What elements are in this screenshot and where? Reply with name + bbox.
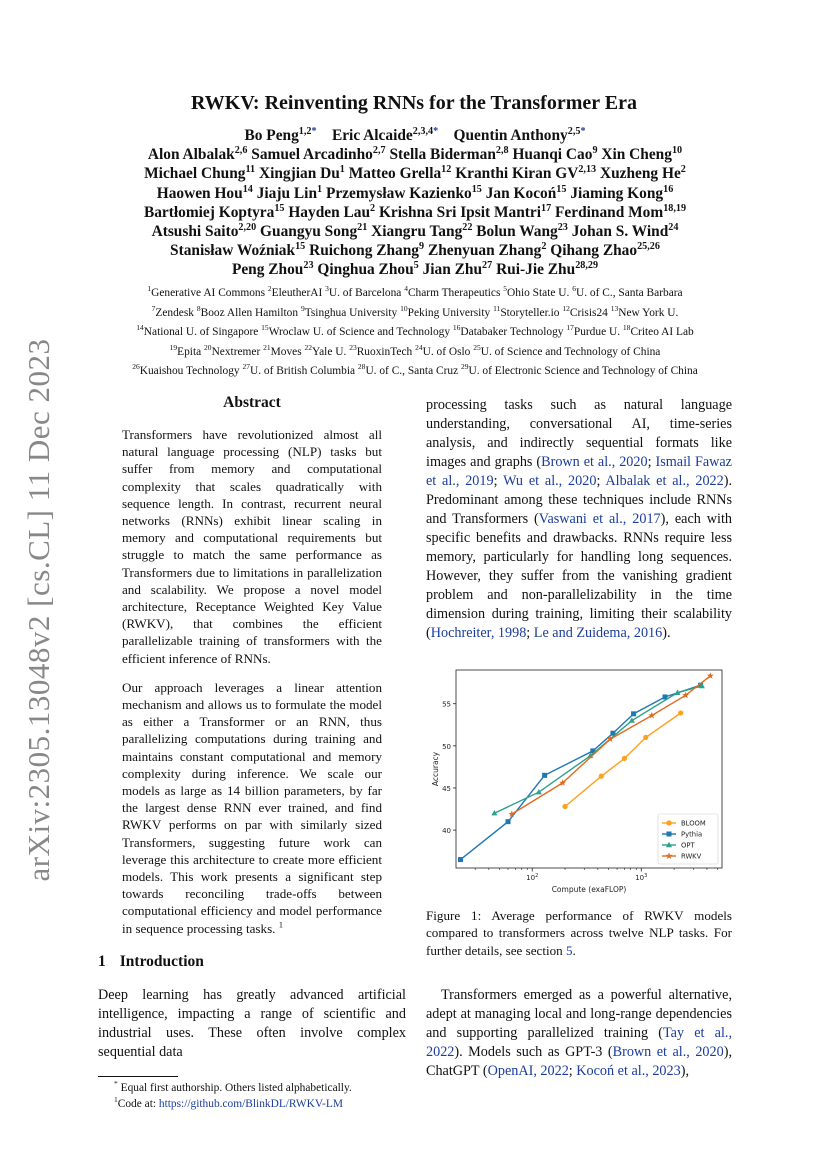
author-name: Ruichong Zhang (309, 242, 420, 260)
author-affiliation-mark: 24 (668, 221, 679, 233)
affiliation-number: 4 (404, 284, 408, 294)
author-list (90, 126, 740, 280)
intro-paragraph: Deep learning has greatly advanced artificial intelligence, impacting a range of scientific and industrial uses. These often involve complex sequential data (98, 986, 406, 1060)
legend-label: BLOOM (681, 819, 706, 828)
author-name: Atsushi Saito (151, 223, 239, 241)
author-name: Bolun Wang (476, 223, 558, 241)
author-name: Stella Biderman (389, 146, 496, 164)
footnote-2 (114, 1094, 406, 1113)
author-name: Bartłomiej Koptyra (143, 203, 275, 221)
series-line-rwkv (512, 676, 711, 814)
equal-contribution-mark: * (433, 125, 439, 137)
author-name: Qihang Zhao (550, 242, 638, 260)
author-name: Guangyu Song (260, 223, 358, 241)
text-span: ), ChatGPT ( (426, 1044, 732, 1079)
text-span: ; (526, 625, 534, 641)
affiliation-line (90, 362, 740, 382)
author-line (90, 184, 740, 203)
affiliation-line (90, 343, 740, 363)
author-affiliation-mark: 1,2 (298, 125, 312, 137)
citation-link[interactable]: Brown et al., 2020 (541, 454, 648, 470)
author-affiliation-mark: 10 (671, 145, 683, 157)
author-name: Stanisław Woźniak (170, 242, 296, 260)
y-tick-label: 40 (442, 827, 451, 836)
y-tick-label: 55 (442, 700, 451, 709)
legend-label: RWKV (681, 852, 702, 861)
affiliation-name: Moves (270, 345, 302, 358)
legend-label: Pythia (681, 830, 703, 839)
affiliation-number: 1 (147, 284, 152, 294)
affiliation-name: Kuaishou Technology (139, 365, 240, 378)
equal-contribution-mark: * (580, 125, 586, 137)
affiliation-number: 19 (169, 342, 178, 352)
text-span: Transformers emerged as a powerful alternative, adept at managing local and long-range dependencies and supporting parallelized training ( (426, 987, 732, 1041)
affiliation-number: 22 (304, 342, 313, 352)
caption-end: . (572, 942, 576, 958)
author-affiliation-mark: 1 (317, 183, 323, 195)
author-affiliation-mark: 2,6 (234, 145, 248, 157)
affiliation-name: Nextremer (211, 345, 261, 358)
affiliation-name: U. of Oslo (422, 345, 471, 358)
data-point-bloom (643, 735, 648, 740)
text-span: ; (493, 473, 504, 489)
affiliation-name: U. of Science and Technology of China (480, 345, 661, 358)
left-column (98, 394, 406, 1112)
author-name: Przemysław Kazienko (325, 184, 472, 202)
affiliation-number: 15 (261, 323, 269, 333)
author-affiliation-mark: 2 (541, 241, 547, 253)
affiliation-name: Criteo AI Lab (630, 326, 694, 339)
affiliation-name: Purdue U. (573, 326, 621, 339)
author-affiliation-mark: 2,13 (578, 164, 597, 176)
affiliation-number: 9 (300, 303, 305, 313)
affiliation-number: 18 (622, 323, 631, 333)
abstract-paragraph-1: Transformers have revolutionized almost all natural language processing (NLP) tasks but suffer from memory and computational complexity that scales quadratically with sequence length. In contrast, recurrent neural networks (RNNs) exhibit linear scaling in memory and computational requirements but struggle to match the same performance as Transformers due to limitations in parallelization and scalability. We propose a novel model architecture, Receptance Weighted Key Value (RWKV), that combines the efficient parallelizable training of transformers with the efficient inference of RNNs. (122, 427, 382, 666)
author-name: Peng Zhou (231, 261, 304, 279)
affiliation-name: U. of C., Santa Cruz (365, 365, 459, 378)
footnote-divider (98, 1076, 178, 1077)
affiliation-name: Tsinghua University (304, 306, 398, 319)
equal-contribution-mark: * (311, 125, 317, 137)
footnote-marker: 1 (278, 919, 284, 930)
affiliation-number: 26 (132, 362, 140, 372)
data-point-bloom (562, 804, 567, 809)
author-affiliation-mark: 15 (556, 183, 567, 195)
arxiv-stamp-text: arXiv:2305.13048v2 [cs.CL] 11 Dec 2023 (21, 338, 56, 882)
author-affiliation-mark: 21 (357, 221, 368, 233)
legend-swatch-marker (666, 820, 671, 825)
author-affiliation-mark: 2,5 (567, 125, 581, 137)
abstract-paragraph-2-text: Our approach leverages a linear attention mechanism and allows us to formulate the model as either a Transformer or an RNN, thus parallelizing computations during training and maintains constant computational and memory complexity during inference. We scale our models as large as 14 billion parameters, by far the largest dense RNN ever trained, and find RWKV performs on par with similarly sized Transformers, suggesting future work can leverage this architecture to create more efficient models. This work presents a significant step towards reconciling trade-offs between computational efficiency and model performance in sequence processing tasks. (122, 679, 382, 936)
affiliation-name: National U. of Singapore (143, 326, 259, 339)
affiliation-number: 25 (473, 342, 481, 352)
author-affiliation-mark: 5 (413, 260, 419, 272)
author-name: Jiaming Kong (570, 184, 664, 202)
affiliation-number: 14 (136, 323, 144, 333)
footnote-1-mark: * (114, 1079, 118, 1089)
text-span: ), each with specific benefits and drawbacks. RNNs require less memory, particularly for handling long sequences. However, they suffer from the vanishing gradient problem and non-parallelizability in the time dimension during training, limiting their scalability ( (426, 511, 733, 641)
author-affiliation-mark: 23 (303, 260, 314, 272)
citation-link[interactable]: Wu et al., 2020 (503, 473, 597, 489)
affiliation-line (90, 284, 740, 304)
affiliation-name: Booz Allen Hamilton (200, 306, 299, 319)
affiliation-name: New York U. (618, 306, 679, 319)
author-affiliation-mark: 2 (680, 164, 686, 176)
affiliation-name: Ohio State U. (507, 287, 570, 299)
citation-link[interactable]: Brown et al., 2020 (612, 1044, 724, 1060)
y-tick-label: 50 (442, 742, 451, 751)
affiliation-number: 2 (267, 284, 272, 294)
affiliation-line (90, 323, 740, 343)
author-name: Matteo Grella (348, 165, 442, 183)
author-affiliation-mark: 2 (370, 202, 376, 214)
author-line (90, 145, 740, 164)
author-line (90, 241, 740, 260)
affiliation-number: 11 (493, 303, 501, 313)
author-affiliation-mark: 12 (441, 164, 452, 176)
author-affiliation-mark: 2,8 (495, 145, 509, 157)
author-affiliation-mark: 2,7 (372, 145, 386, 157)
author-name: Alon Albalak (147, 146, 235, 164)
affiliation-name: Storyteller.io (500, 306, 560, 319)
data-point-opt (536, 789, 542, 794)
author-line (90, 260, 740, 279)
author-affiliation-mark: 2,3,4 (412, 125, 434, 137)
citation-link[interactable]: Le and Zuidema, 2016 (533, 625, 663, 641)
y-tick-label: 45 (442, 784, 451, 793)
affiliation-number: 20 (204, 342, 212, 352)
author-name: Kranthi Kiran GV (455, 165, 579, 183)
citation-link[interactable]: Ismail Fawaz et al., 2019 (426, 454, 732, 489)
author-name: Jiaju Lin (256, 184, 318, 202)
author-name: Jian Zhu (422, 261, 483, 279)
caption-text: Average performance of RWKV models compared to transformers across twelve NLP tasks. For further details, see section (426, 908, 732, 958)
section-number: 1 (98, 952, 106, 970)
abstract-heading: Abstract (223, 394, 281, 411)
affiliation-name: RuoxinTech (356, 345, 413, 358)
author-line (90, 126, 740, 145)
affiliation-number: 3 (325, 284, 329, 294)
author-affiliation-mark: 15 (295, 241, 306, 253)
arxiv-stamp (14, 338, 64, 882)
author-affiliation-mark: 9 (592, 145, 598, 157)
author-affiliation-mark: 9 (419, 241, 425, 253)
author-line (90, 164, 740, 183)
citation-link[interactable]: Albalak et al., 2022 (605, 473, 724, 489)
author-name: Johan S. Wind (571, 223, 669, 241)
figure-1-chart (428, 664, 732, 894)
paper-title: RWKV: Reinventing RNNs for the Transformer Era (191, 92, 637, 114)
author-name: Xuzheng He (599, 165, 681, 183)
author-affiliation-mark: 17 (541, 202, 552, 214)
footnote-1 (114, 1081, 406, 1097)
author-name: Xin Cheng (601, 146, 672, 164)
author-name: Krishna Sri Ipsit Mantri (378, 203, 541, 221)
affiliation-number: 17 (566, 323, 574, 333)
author-affiliation-mark: 15 (471, 183, 482, 195)
affiliation-name: Yale U. (312, 345, 347, 358)
author-name: Hayden Lau (288, 203, 371, 221)
affiliation-name: U. of British Columbia (250, 365, 356, 378)
author-affiliation-mark: 28,29 (575, 260, 599, 272)
citation-link[interactable]: OpenAI, 2022 (487, 1063, 569, 1079)
text-span: ). Predominant among these techniques include RNNs and Transformers ( (426, 473, 733, 527)
data-point-pythia (631, 711, 636, 716)
author-name: Zhenyuan Zhang (427, 242, 542, 260)
legend-label: OPT (681, 841, 695, 850)
affiliation-number: 7 (151, 303, 156, 313)
author-name: Ferdinand Mom (555, 203, 664, 221)
data-point-pythia (542, 773, 547, 778)
abstract-paragraph-2 (122, 679, 382, 937)
affiliation-name: U. of C., Santa Barbara (576, 287, 683, 299)
author-affiliation-mark: 15 (274, 202, 285, 214)
author-affiliation-mark: 23 (557, 221, 568, 233)
affiliation-name: Epita (177, 345, 202, 358)
citation-link[interactable]: Vaswani et al., 2017 (538, 511, 661, 527)
author-affiliation-mark: 18,19 (663, 202, 687, 214)
affiliation-number: 6 (572, 284, 576, 294)
author-line (90, 203, 740, 222)
code-link[interactable]: https://github.com/BlinkDL/RWKV-LM (158, 1097, 343, 1110)
legend-swatch-marker (667, 832, 672, 837)
author-name: Jan Kocoń (485, 184, 557, 202)
affiliation-number: 8 (196, 303, 201, 313)
author-affiliation-mark: 1 (339, 164, 345, 176)
author-name: Huanqi Cao (512, 146, 593, 164)
author-affiliation-mark: 27 (482, 260, 493, 272)
affiliation-number: 21 (263, 342, 271, 352)
data-point-bloom (622, 756, 627, 761)
affiliation-name: Generative AI Commons (151, 287, 266, 299)
data-point-bloom (678, 710, 683, 715)
text-span: processing tasks such as natural language understanding, conversational AI, time-series analysis, and indirectly sequential formats like images and graphs ( (426, 397, 732, 470)
author-affiliation-mark: 11 (245, 164, 256, 176)
x-axis-label: Compute (exaFLOP) (551, 885, 627, 894)
author-name: Rui-Jie Zhu (496, 261, 576, 279)
affiliation-name: Databaker Technology (460, 326, 564, 339)
affiliation-number: 13 (610, 303, 619, 313)
affiliation-name: Wroclaw U. of Science and Technology (268, 326, 451, 339)
affiliation-number: 16 (452, 323, 461, 333)
affiliation-number: 5 (503, 284, 508, 294)
author-name: Quentin Anthony (453, 127, 568, 144)
section-ref-link[interactable]: 5 (565, 942, 573, 958)
affiliation-number: 24 (415, 342, 423, 352)
right-column (426, 396, 732, 643)
affiliation-number: 29 (461, 362, 469, 372)
affiliation-number: 28 (357, 362, 366, 372)
author-name: Xingjian Du (258, 165, 340, 183)
x-tick-label: $10^2$ (526, 873, 539, 882)
affiliation-number: 10 (400, 303, 408, 313)
y-axis-label: Accuracy (431, 751, 440, 787)
affiliation-name: Charm Therapeutics (407, 287, 501, 299)
data-point-pythia (506, 819, 511, 824)
figure-1-caption (426, 907, 732, 959)
author-affiliation-mark: 2,20 (238, 221, 257, 233)
citation-link[interactable]: Tay et al., 2022 (426, 1025, 732, 1060)
text-span: ). Models such as GPT-3 ( (454, 1044, 613, 1060)
author-affiliation-mark: 25,26 (637, 241, 660, 253)
right-paragraph-1 (426, 396, 732, 643)
author-name: Haowen Hou (156, 184, 243, 202)
caption-label: Figure 1: (426, 908, 492, 923)
footnotes (114, 1081, 406, 1113)
author-name: Michael Chung (144, 165, 246, 183)
affiliation-name: U. of Electronic Science and Technology of China (468, 365, 698, 378)
author-name: Samuel Arcadinho (251, 146, 373, 164)
section-title: Introduction (119, 952, 204, 970)
footnote-2-mark: 1 (114, 1094, 118, 1104)
footnote-1-text: Equal first authorship. Others listed alphabetically. (120, 1081, 352, 1094)
affiliation-line (90, 304, 740, 324)
author-name: Qinghua Zhou (317, 261, 414, 279)
text-span: ; (596, 473, 606, 489)
affiliation-name: Peking University (407, 306, 491, 319)
author-name: Eric Alcaide (331, 127, 413, 144)
section-heading-introduction (98, 953, 406, 971)
author-affiliation-mark: 22 (462, 221, 473, 233)
author-affiliation-mark: 14 (242, 183, 253, 195)
affiliation-name: EleutherAI (271, 287, 323, 299)
x-tick-label: $10^3$ (635, 873, 648, 882)
right-paragraph-2 (426, 986, 732, 1081)
affiliation-name: Crisis24 (569, 306, 608, 319)
affiliation-number: 23 (349, 342, 357, 352)
author-affiliation-mark: 16 (663, 183, 674, 195)
author-line (90, 222, 740, 241)
chart-svg (428, 664, 732, 894)
affiliation-name: U. of Barcelona (328, 287, 402, 299)
author-name: Bo Peng (244, 127, 299, 144)
affiliation-list (90, 284, 740, 382)
citation-link[interactable]: Kocoń et al., 2023 (576, 1063, 681, 1079)
author-name: Xiangru Tang (371, 223, 463, 241)
data-point-bloom (599, 774, 604, 779)
text-span: ; (647, 454, 656, 470)
text-span: ), (680, 1063, 689, 1079)
affiliation-number: 12 (562, 303, 570, 313)
affiliation-number: 27 (242, 362, 251, 372)
text-span: ). (662, 625, 671, 641)
footnote-2-text: Code at: (117, 1097, 159, 1110)
data-point-pythia (458, 857, 463, 862)
citation-link[interactable]: Hochreiter, 1998 (430, 625, 527, 641)
text-span: ; (568, 1063, 577, 1079)
affiliation-name: Zendesk (155, 306, 194, 319)
right-lower-text (426, 986, 732, 1081)
